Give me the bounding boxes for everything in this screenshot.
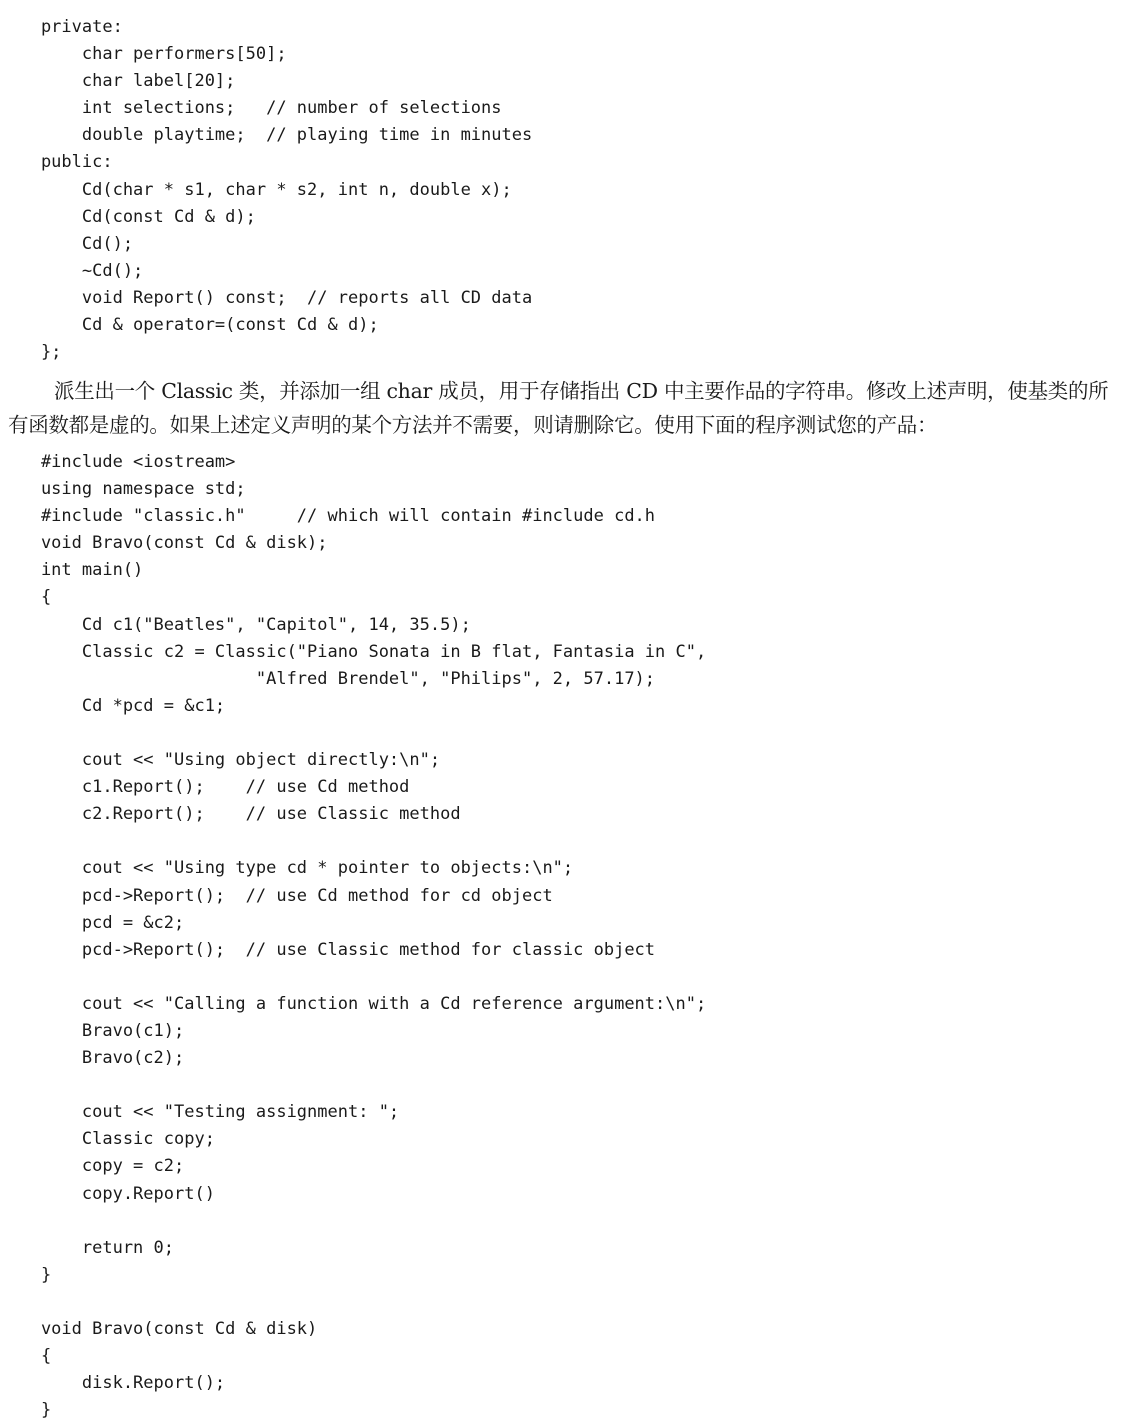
code-line: cout << "Calling a function with a Cd reference argument:\n"; (0, 993, 707, 1014)
code-line: copy = c2; (0, 1156, 185, 1177)
code-line (0, 720, 706, 747)
code-line: private: (0, 17, 123, 37)
code-line: void Report() const; // reports all CD data (0, 287, 533, 308)
code-line: Classic copy; (0, 1129, 215, 1150)
code-line: cout << "Using type cd * pointer to objects:\n"; (0, 858, 574, 879)
code-line: c1.Report(); // use Cd method (0, 777, 410, 798)
code-line (0, 1289, 706, 1316)
code-line: Cd(const Cd & d); (0, 206, 256, 227)
code-line: Cd & operator=(const Cd & d); (0, 315, 379, 336)
code-line: pcd->Report(); // use Classic method for classic object (0, 939, 656, 960)
code-line: return 0; (0, 1237, 174, 1258)
code-line: pcd->Report(); // use Cd method for cd object (0, 885, 553, 906)
code-line (0, 964, 706, 991)
code-line: public: (0, 152, 113, 173)
code-line (0, 1208, 706, 1235)
code-line: char performers[50]; (0, 44, 287, 65)
code-line: copy.Report() (0, 1183, 215, 1204)
code-line: void Bravo(const Cd & disk) (0, 1319, 318, 1339)
code-listing-class-declaration (0, 14, 532, 366)
code-line: }; (0, 342, 62, 363)
code-line: disk.Report(); (0, 1373, 226, 1394)
code-line: { (0, 1346, 52, 1367)
code-line: c2.Report(); // use Classic method (0, 804, 461, 825)
code-line: #include <iostream> (0, 452, 236, 472)
code-line: ~Cd(); (0, 260, 144, 281)
code-line: using namespace std; (0, 479, 246, 500)
code-line: void Bravo(const Cd & disk); (0, 533, 328, 554)
code-line: "Alfred Brendel", "Philips", 2, 57.17); (0, 668, 656, 689)
code-line: Classic c2 = Classic("Piano Sonata in B flat, Fantasia in C", (0, 641, 707, 662)
code-line: cout << "Testing assignment: "; (0, 1102, 400, 1123)
code-line: Bravo(c1); (0, 1020, 185, 1041)
code-line: Cd c1("Beatles", "Capitol", 14, 35.5); (0, 614, 471, 635)
code-line: Cd(); (0, 233, 134, 254)
code-line: Cd(char * s1, char * s2, int n, double x); (0, 179, 512, 200)
code-line: cout << "Using object directly:\n"; (0, 750, 441, 771)
code-line: { (0, 587, 52, 608)
code-line: int selections; // number of selections (0, 98, 502, 119)
code-line: pcd = &c2; (0, 912, 185, 933)
code-line: } (0, 1264, 52, 1285)
code-listing-test-program (0, 449, 706, 1424)
code-line (0, 828, 706, 855)
code-line: double playtime; // playing time in minutes (0, 125, 533, 146)
code-line: #include "classic.h" // which will contain #include cd.h (0, 506, 656, 527)
code-line: } (0, 1400, 52, 1421)
instruction-text: 派生出一个 Classic 类，并添加一组 char 成员，用于存储指出 CD 中主要作品的字符串。修改上述声明，使基类的所有函数都是虚的。如果上述定义声明的某个方法并不需要，则请删除它。使用下面的程序测试您的产品： (8, 379, 1109, 437)
code-line: int main() (0, 560, 144, 581)
code-line: char label[20]; (0, 71, 236, 92)
instruction-paragraph (8, 374, 1128, 442)
code-line (0, 1072, 706, 1099)
code-line: Bravo(c2); (0, 1048, 185, 1069)
code-line: Cd *pcd = &c1; (0, 695, 226, 716)
